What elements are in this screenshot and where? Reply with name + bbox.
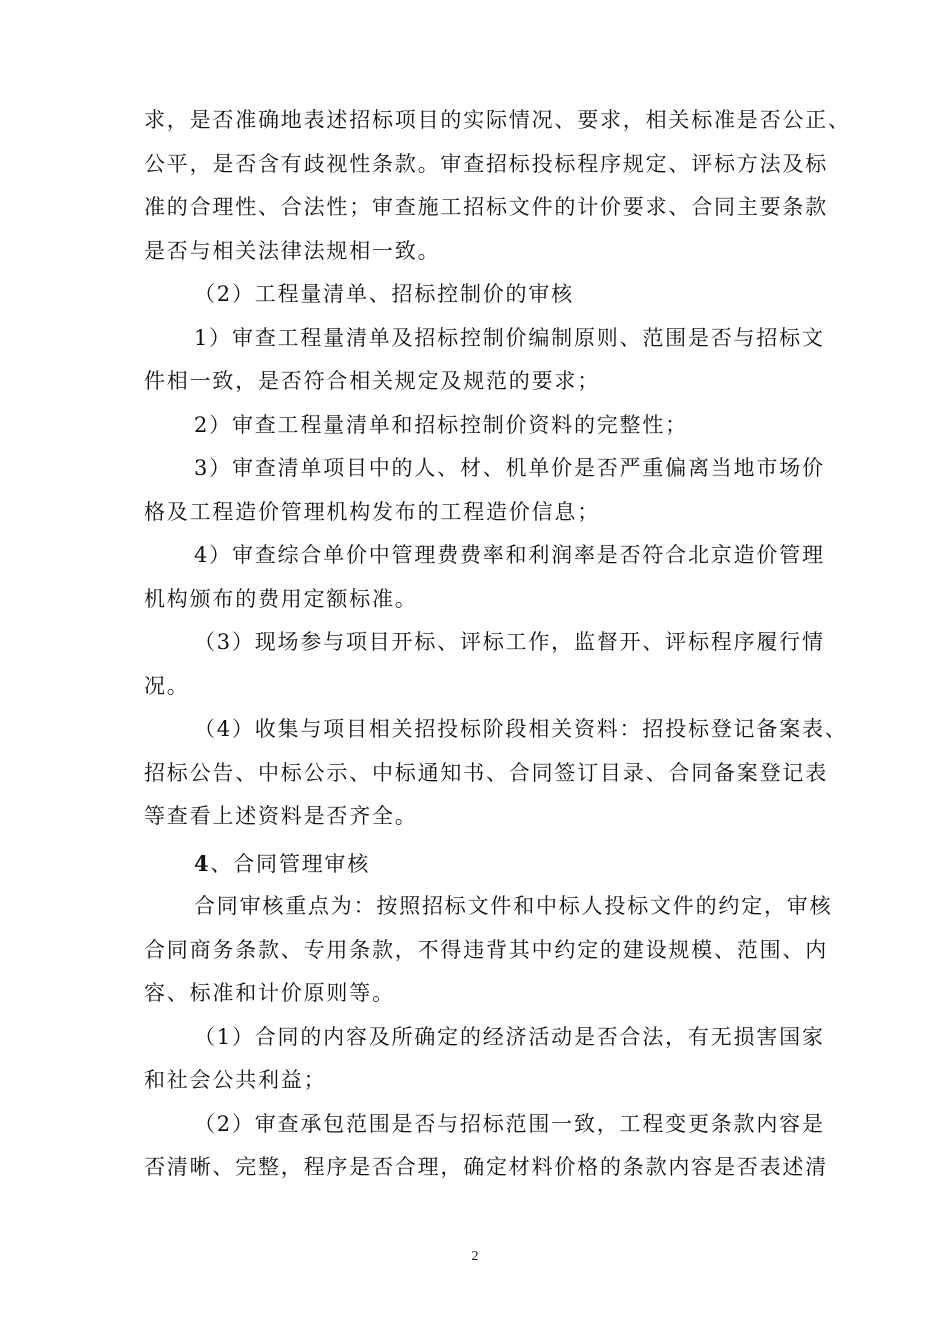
paragraph-line: 招标公告、中标公示、中标通知书、合同签订目录、合同备案登记表: [144, 760, 828, 785]
paragraph-line: 容、标准和计价原则等。: [144, 981, 395, 1005]
paragraph-line: 1）审查工程量清单及招标控制价编制原则、范围是否与招标文: [194, 325, 825, 350]
paragraph-line: （2）审查承包范围是否与招标范围一致，工程变更条款内容是: [194, 1111, 825, 1136]
paragraph-line: 3）审查清单项目中的人、材、机单价是否严重偏离当地市场价: [194, 456, 825, 480]
paragraph-line: 4）审查综合单价中管理费费率和利润率是否符合北京造价管理: [194, 543, 825, 567]
paragraph-line: 2）审查工程量清单和招标控制价资料的完整性；: [194, 412, 688, 437]
section-number: 4: [194, 850, 211, 876]
paragraph-line: 合同商务条款、专用条款，不得违背其中约定的建设规模、范围、内: [144, 937, 828, 962]
paragraph-line: 格及工程造价管理机构发布的工程造价信息；: [144, 499, 600, 524]
paragraph-line: 况。: [144, 673, 190, 698]
paragraph-line: 等查看上述资料是否齐全。: [144, 804, 418, 828]
section-title: 、合同管理审核: [210, 851, 371, 876]
paragraph-line: 是否与相关法律法规相一致。: [144, 238, 441, 263]
paragraph-line: 和社会公共利益；: [144, 1068, 327, 1092]
paragraph-line: 合同审核重点为：按照招标文件和中标人投标文件的约定，审核: [194, 894, 833, 918]
paragraph-line: （1）合同的内容及所确定的经济活动是否合法，有无损害国家: [194, 1024, 825, 1049]
paragraph-line: 准的合理性、合法性；审查施工招标文件的计价要求、合同主要条款: [144, 195, 828, 219]
subheading-4: （4）收集与项目相关招投标阶段相关资料：招投标登记备案表、: [194, 717, 848, 741]
page-number: 2: [471, 1249, 479, 1264]
paragraph-line: 件相一致，是否符合相关规定及规范的要求；: [144, 369, 600, 393]
section-heading-4: [144, 842, 806, 886]
subheading-2: （2）工程量清单、招标控制价的审核: [194, 282, 574, 306]
paragraph-line: 求，是否准确地表述招标项目的实际情况、要求，相关标准是否公正、: [144, 108, 851, 132]
subheading-3: （3）现场参与项目开标、评标工作，监督开、评标程序履行情: [194, 630, 825, 654]
paragraph-line: 否清晰、完整，程序是否合理，确定材料价格的条款内容是否表述清: [144, 1155, 828, 1179]
document-body: [144, 99, 851, 1190]
paragraph-line: 公平，是否含有歧视性条款。审查招标投标程序规定、评标方法及标: [144, 151, 828, 176]
paragraph-line: 机构颁布的费用定额标准。: [144, 586, 418, 611]
